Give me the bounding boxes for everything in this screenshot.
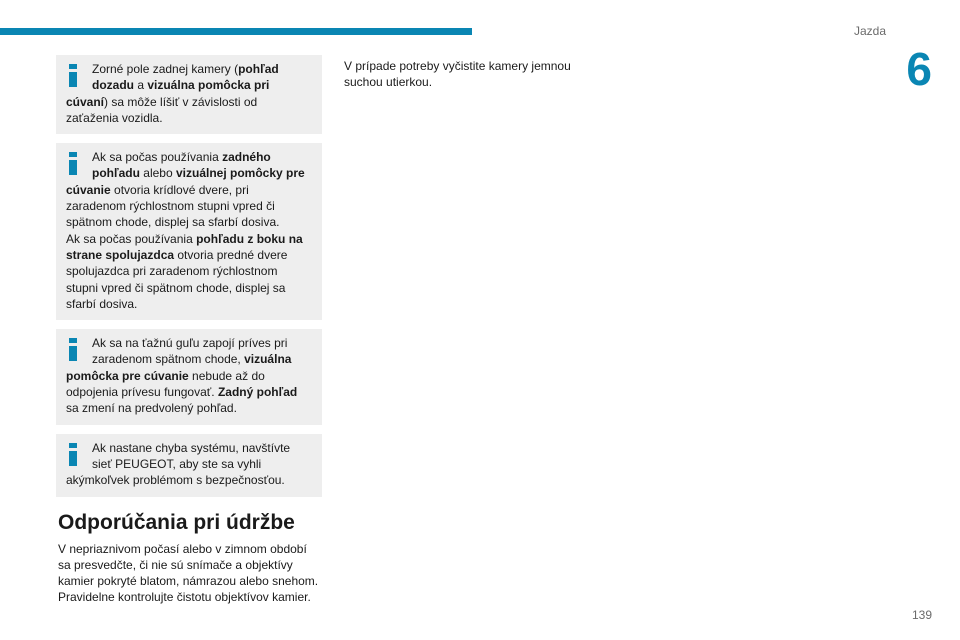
info-icon [69,443,77,466]
note-line: Ak sa počas používania pohľadu z boku na [66,231,303,246]
note-line: zaradenom rýchlostnom stupni vpred či [66,199,275,214]
chapter-number: 6 [906,43,932,95]
info-note-system-fault [56,434,322,497]
left-column [56,55,322,606]
right-column [342,58,608,91]
note-line: pomôcka pre cúvanie nebude až do [66,368,265,383]
note-line: Ak nastane chyba systému, navštívte [92,440,291,455]
note-line: Ak sa na ťažnú guľu zapojí príves pri [92,336,288,351]
note-line: sa zmení na predvolený pohľad. [66,401,237,416]
note-line: sfarbí dosiva. [66,296,138,311]
note-line: odpojenia prívesu fungovať. Zadný pohľad [66,385,298,400]
page-number: 139 [911,608,932,622]
info-icon [69,64,77,87]
chapter-title: Jazda [853,24,886,38]
header-accent-bar [0,28,472,35]
note-line: stupni vpred či spätnom chode, displej sa [66,280,286,295]
info-icon [69,338,77,361]
cleaning-text: V prípade potreby vyčistite kamery jemnou suchou utierkou. [344,59,571,90]
note-line: strane spolujazdca otvoria predné dvere [66,247,288,262]
note-line: pohľadu alebo vizuálnej pomôcky pre [92,166,305,181]
note-line: spätnom chode, displej sa sfarbí dosiva. [66,215,280,230]
info-note-camera-field [56,55,322,134]
info-note-trailer [56,329,322,424]
info-note-doors-display [56,143,322,320]
note-line: spolujazdca pri zaradenom rýchlostnom [66,264,278,279]
note-line: Ak sa počas používania zadného [92,150,271,165]
note-line: akýmkoľvek problémom s bezpečnosťou. [66,473,285,488]
note-line: zaradenom spätnom chode, vizuálna [92,352,292,367]
note-line: cúvanie otvoria krídlové dvere, pri [66,182,249,197]
note-line: sieť PEUGEOT, aby ste sa vyhli [92,456,262,471]
maintenance-text: V nepriaznivom počasí alebo v zimnom období sa presvedčte, či nie sú snímače a objektívy kamier pokryté blatom, námrazou alebo snehom. Pravidelne kontrolujte čistotu objektívov kamier. [58,541,319,605]
note-line: Zorné pole zadnej kamery (pohľad [92,62,279,76]
note-line: cúvaní) sa môže líšiť v závislosti od [66,94,258,109]
section-heading-maintenance: Odporúčania pri údržbe [58,510,295,534]
info-icon [69,152,77,175]
note-line: zaťaženia vozidla. [66,110,163,125]
note-line: dozadu a vizuálna pomôcka pri [92,78,270,93]
